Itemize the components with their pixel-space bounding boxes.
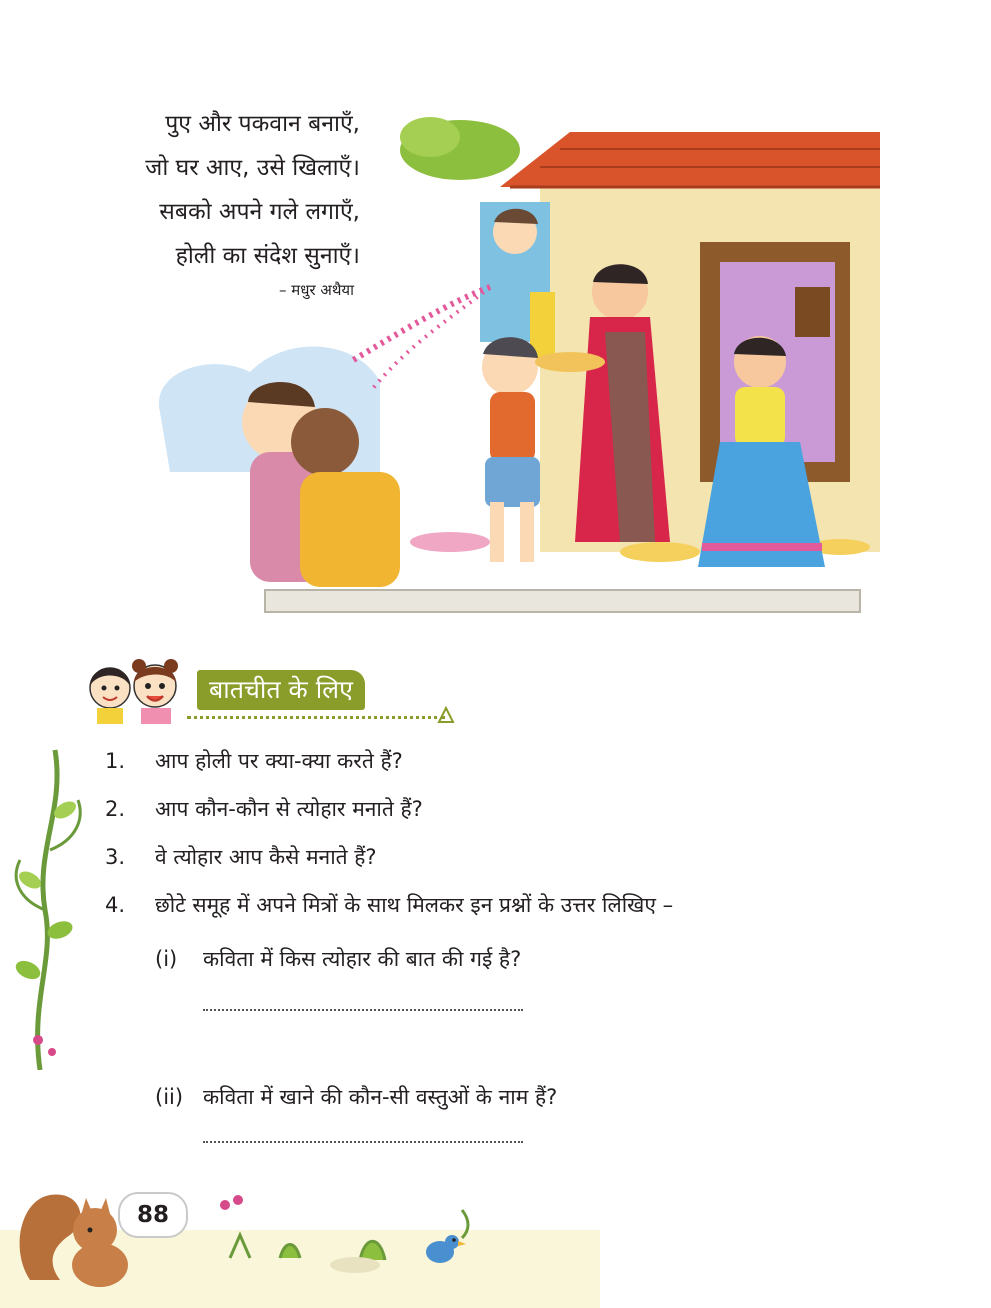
question-text: छोटे समूह में अपने मित्रों के साथ मिलकर इन प्रश्नों के उत्तर लिखिए – xyxy=(155,893,674,917)
answer-blank[interactable] xyxy=(203,1009,523,1011)
page-number: 88 xyxy=(118,1192,188,1238)
poem-line: पुए और पकवान बनाएँ, xyxy=(165,111,360,137)
list-item xyxy=(105,745,885,793)
house-illustration xyxy=(150,92,890,632)
question-text: वे त्योहार आप कैसे मनाते हैं? xyxy=(155,845,377,869)
subquestion-item xyxy=(105,943,885,1013)
poem-line: होली का संदेश सुनाएँ। xyxy=(175,243,360,269)
list-item xyxy=(105,889,885,937)
children-mascot-icon xyxy=(75,650,195,730)
question-text: आप कौन-कौन से त्योहार मनाते हैं? xyxy=(155,797,423,821)
subquestion-number: (i) xyxy=(155,947,178,971)
list-item xyxy=(105,793,885,841)
subquestion-number: (ii) xyxy=(155,1085,184,1109)
question-list xyxy=(105,745,885,1171)
section-title: बातचीत के लिए xyxy=(197,670,365,710)
poem-line: जो घर आए, उसे खिलाएँ। xyxy=(145,155,360,181)
triangle-marker-icon xyxy=(437,706,455,724)
subquestion-text: कविता में किस त्योहार की बात की गई है? xyxy=(203,947,522,971)
list-item xyxy=(105,841,885,889)
question-number: 3. xyxy=(105,845,126,869)
subquestion-text: कविता में खाने की कौन-सी वस्तुओं के नाम हैं? xyxy=(203,1085,558,1109)
dotted-divider xyxy=(187,716,445,719)
vine-decoration xyxy=(0,740,110,1070)
poem-line: सबको अपने गले लगाएँ, xyxy=(159,199,360,225)
question-number: 1. xyxy=(105,749,126,773)
question-text: आप होली पर क्या-क्या करते हैं? xyxy=(155,749,403,773)
section-heading xyxy=(75,650,475,730)
poem-author: – मधुर अथैया xyxy=(279,281,354,299)
question-number: 2. xyxy=(105,797,126,821)
question-number: 4. xyxy=(105,893,126,917)
